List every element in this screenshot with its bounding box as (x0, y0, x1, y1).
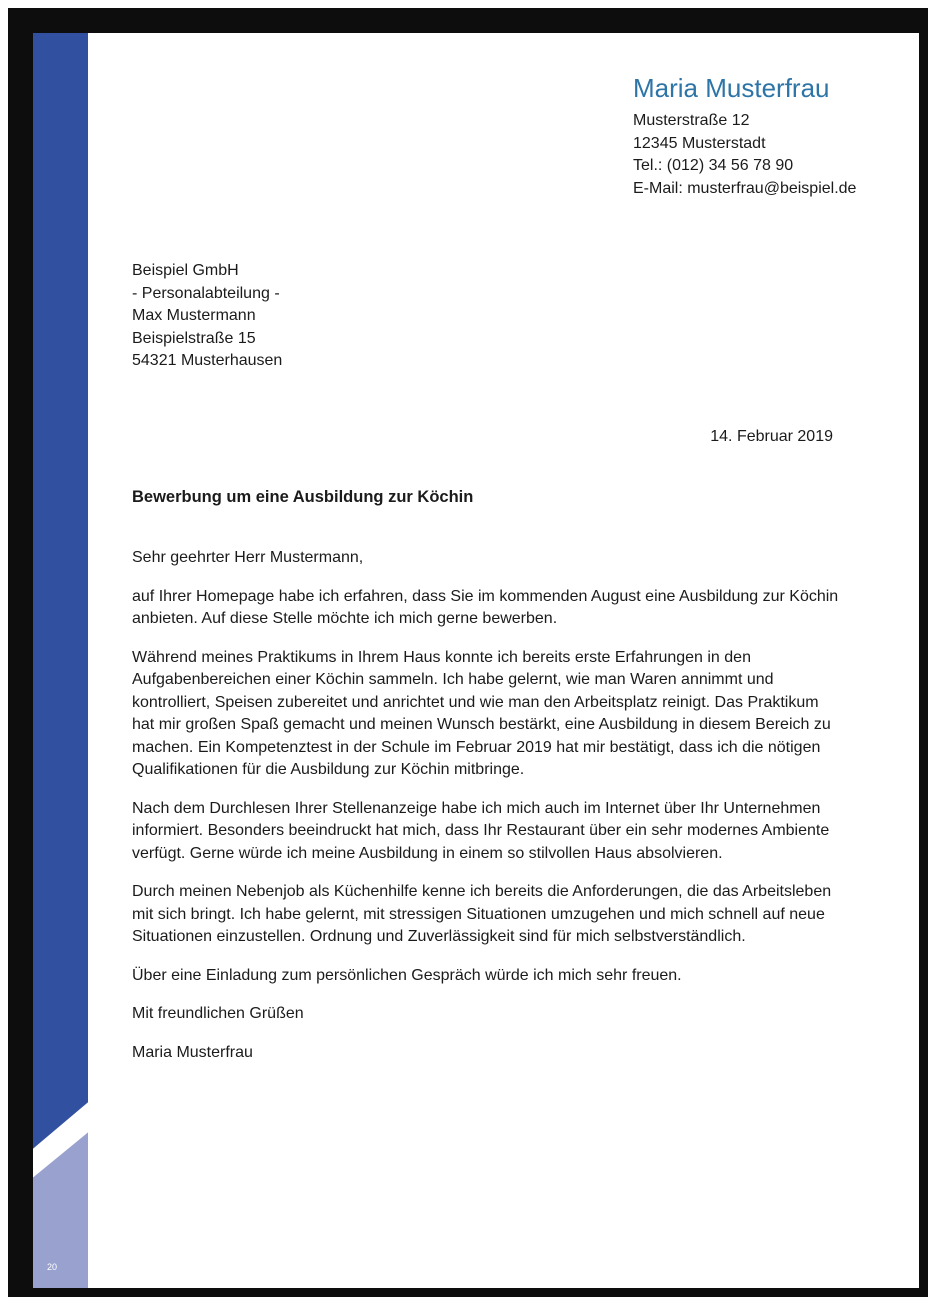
sender-street: Musterstraße 12 (633, 112, 750, 129)
recipient-city: 54321 Musterhausen (132, 352, 283, 369)
paragraph-5: Über eine Einladung zum persönlichen Gespräch würde ich mich sehr freuen. (132, 966, 682, 984)
sender-email: E-Mail: musterfrau@beispiel.de (633, 179, 857, 197)
recipient-street: Beispielstraße 15 (132, 329, 256, 347)
paragraph-4: Durch meinen Nebenjob als Küchenhilfe kenne ich bereits die Anforderungen, die das Arbeitsleben mit sich bringt. Ich habe gelernt, mit stressigen Situationen umzugehen und mich schnell auf neue Situationen einzustellen. Ordnung und Zuverlässigkeit sind für mich selbstverständlich. (132, 883, 832, 945)
paragraph-3: Nach dem Durchlesen Ihrer Stellenanzeige habe ich mich auch im Internet über Ihr Unternehmen informiert. Besonders beeindruckt hat mich, dass Ihr Restaurant über ein sehr modernes Ambiente verfügt. Gerne würde ich meine Ausbildung in einem so stilvollen Haus absolvieren. (132, 799, 830, 862)
page-number: 20 (47, 1262, 58, 1272)
recipient-department: - Personalabteilung - (132, 284, 280, 302)
stripe-dark-blue-band (33, 33, 88, 1288)
letter-subject: Bewerbung um eine Ausbildung zur Köchin (132, 488, 474, 506)
document-border-frame (8, 8, 928, 1297)
paragraph-2: Während meines Praktikums in Ihrem Haus konnte ich bereits erste Erfahrungen in den Aufgabenbereichen einer Köchin sammeln. Ich habe gelernt, wie man Waren annimmt und kontrolliert, Speisen zubereitet und anrichtet und wie man den Arbeitsplatz reinigt. Das Praktikum hat mir großen Spaß gemacht und meinen Wunsch bestärkt, eine Ausbildung in diesem Bereich zu machen. Ein Kompetenztest in der Schule im Februar 2019 hat mir bestätigt, dass ich die nötigen Qualifikationen für die Ausbildung zur Köchin mitbringe. (132, 648, 831, 778)
sender-name: Maria Musterfrau (633, 73, 830, 103)
sender-block (633, 73, 903, 200)
recipient-contact: Max Mustermann (132, 307, 256, 324)
recipient-block (132, 260, 282, 373)
salutation: Sehr geehrter Herr Mustermann, (132, 549, 364, 566)
sender-city: 12345 Musterstadt (633, 134, 766, 152)
sender-phone: Tel.: (012) 34 56 78 90 (633, 157, 794, 174)
recipient-company: Beispiel GmbH (132, 262, 239, 279)
left-accent-stripe (33, 33, 88, 1288)
signature: Maria Musterfrau (132, 1043, 253, 1061)
letter-page (33, 33, 919, 1288)
paragraph-1: auf Ihrer Homepage habe ich erfahren, dass Sie im kommenden August eine Ausbildung zur Köchin anbieten. Auf diese Stelle möchte ich mich gerne bewerben. (132, 587, 839, 627)
closing: Mit freundlichen Grüßen (132, 1005, 304, 1022)
letter-date: 14. Februar 2019 (710, 428, 833, 445)
letter-body (132, 547, 844, 1080)
